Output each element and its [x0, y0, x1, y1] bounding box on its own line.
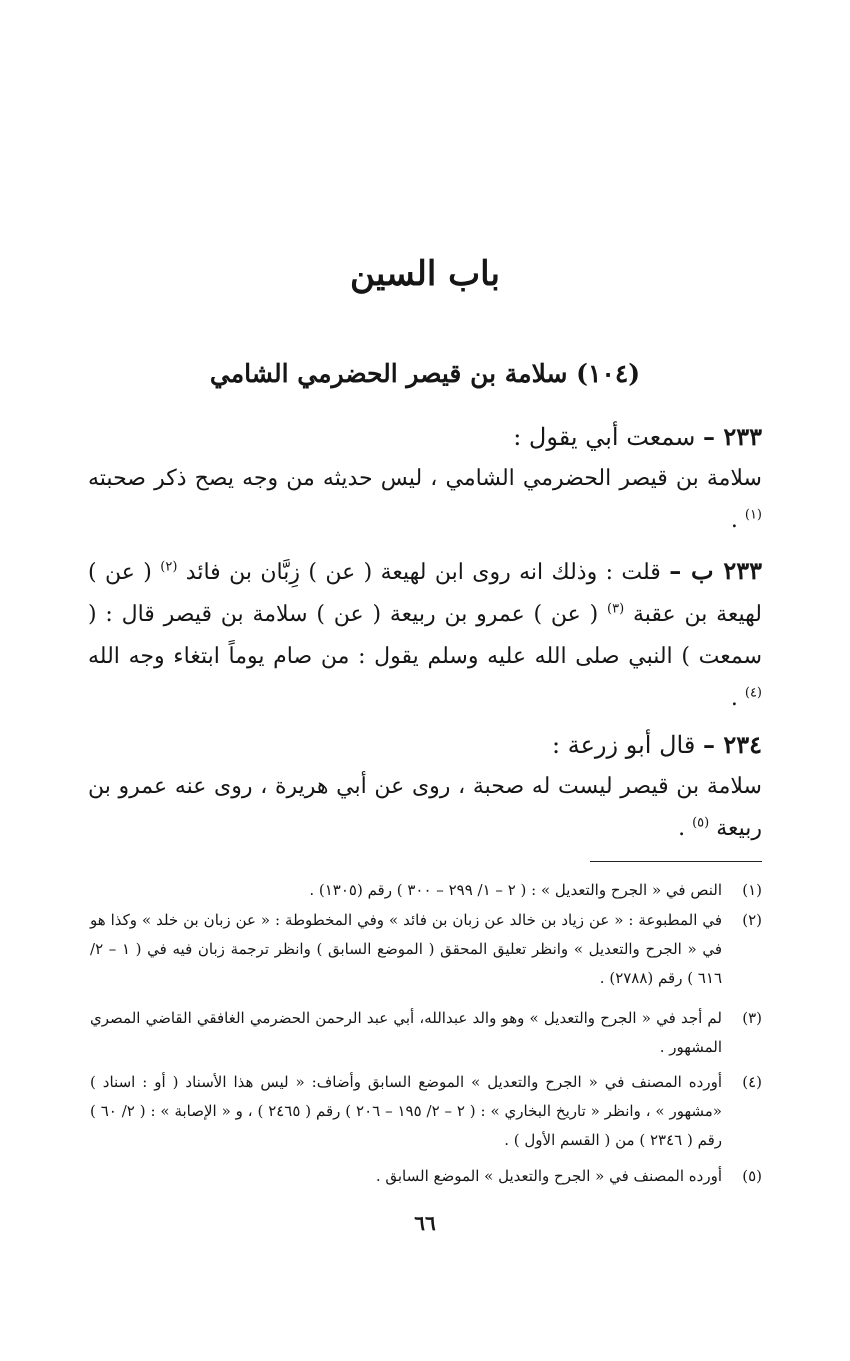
entry-number: ٢٣٣ –: [702, 422, 762, 451]
footnote-reference: (٣): [607, 601, 625, 617]
footnote-number: (٥): [742, 1167, 762, 1185]
footnote: [90, 1162, 762, 1191]
section-title: (١٠٤) سلامة بن قيصر الحضرمي الشامي: [209, 359, 641, 388]
chapter-title: باب السين: [350, 254, 500, 294]
footnote: [90, 1004, 762, 1062]
entry-text: [88, 458, 762, 542]
footnote-text: في المطبوعة : « عن زياد بن خالد عن زبان بن فائد » وفي المخطوطة : « عن زبان بن خلد » وكذا هو في « الجرح والتعديل » وانظر تعليق المحقق ( الموضع السابق ) وانظر ترجمة زبان فيه في ( ١ – ٢/ ٦١٦ ) رقم (٢٧٨٨) .: [90, 911, 723, 987]
footnote-text: أورده المصنف في « الجرح والتعديل » الموضع السابق وأضاف: « ليس هذا الأسناد ( أو : اسناد ) «مشهور » ، وانظر « تاريخ البخاري » : ( ٢ – ٢/ ١٩٥ – ٢٠٦ ) رقم ( ٢٤٦٥ ) ، و « الإصابة » : ( ٢/ ٦٠ ) رقم ( ٢٣٤٦ ) من ( القسم الأول ) .: [90, 1073, 722, 1149]
footnote: [90, 906, 762, 993]
entry-end: .: [730, 508, 738, 533]
footnote-number: (٤): [742, 1073, 762, 1091]
footnote: [90, 1068, 762, 1155]
footnote-reference: (٢): [160, 559, 178, 575]
entry-body: سلامة بن قيصر ليست له صحبة ، روى عن أبي هريرة ، روى عنه عمرو بن ربيعة: [88, 774, 762, 841]
entry-heading: [552, 726, 762, 764]
entry-number: ٢٣٤ –: [702, 730, 762, 759]
entry-body: سلامة بن قيصر الحضرمي الشامي ، ليس حديثه من وجه يصح ذكر صحبته: [88, 466, 762, 491]
footnote-reference: (١): [744, 507, 762, 523]
footnote-text: أورده المصنف في « الجرح والتعديل » الموضع السابق .: [375, 1167, 722, 1185]
entry-text: [88, 766, 762, 850]
entry-end: .: [678, 816, 686, 841]
footnote-reference: (٤): [744, 685, 762, 701]
footnote-number: (١): [742, 881, 762, 899]
footnote-text: لم أجد في « الجرح والتعديل » وهو والد عبدالله، أبي عبد الرحمن الحضرمي الغافقي القاضي المصري المشهور .: [90, 1009, 722, 1056]
page-number: ٦٦: [414, 1211, 436, 1235]
footnote-text: النص في « الجرح والتعديل » : ( ٢ – ١/ ٢٩٩ – ٣٠٠ ) رقم (١٣٠٥) .: [309, 881, 722, 899]
entry-intro: سمعت أبي يقول :: [513, 423, 696, 451]
entry-text: [88, 550, 762, 720]
footnote-number: (٣): [742, 1009, 762, 1027]
footnote-number: (٢): [742, 911, 762, 929]
entry-body-part: ( عن ) لهيعة بن عقبة: [88, 560, 763, 627]
entry-end: .: [730, 686, 738, 711]
entry-body-part: ( عن ) عمرو بن ربيعة ( عن ) سلامة بن قيصر قال : ( سمعت ) النبي صلى الله عليه وسلم يقول : من صام يوماً ابتغاء وجه الله: [88, 602, 762, 669]
entry-intro: قال أبو زرعة :: [552, 731, 696, 759]
entry-body-part: قلت : وذلك انه روى ابن لهيعة ( عن ) زِبَّان بن فائد: [185, 560, 661, 585]
entry-heading: [513, 418, 762, 456]
entry-number: ٢٣٣ ب –: [669, 556, 763, 585]
footnote-separator: [590, 861, 762, 862]
footnote-reference: (٥): [692, 815, 710, 831]
footnote: [90, 876, 762, 905]
